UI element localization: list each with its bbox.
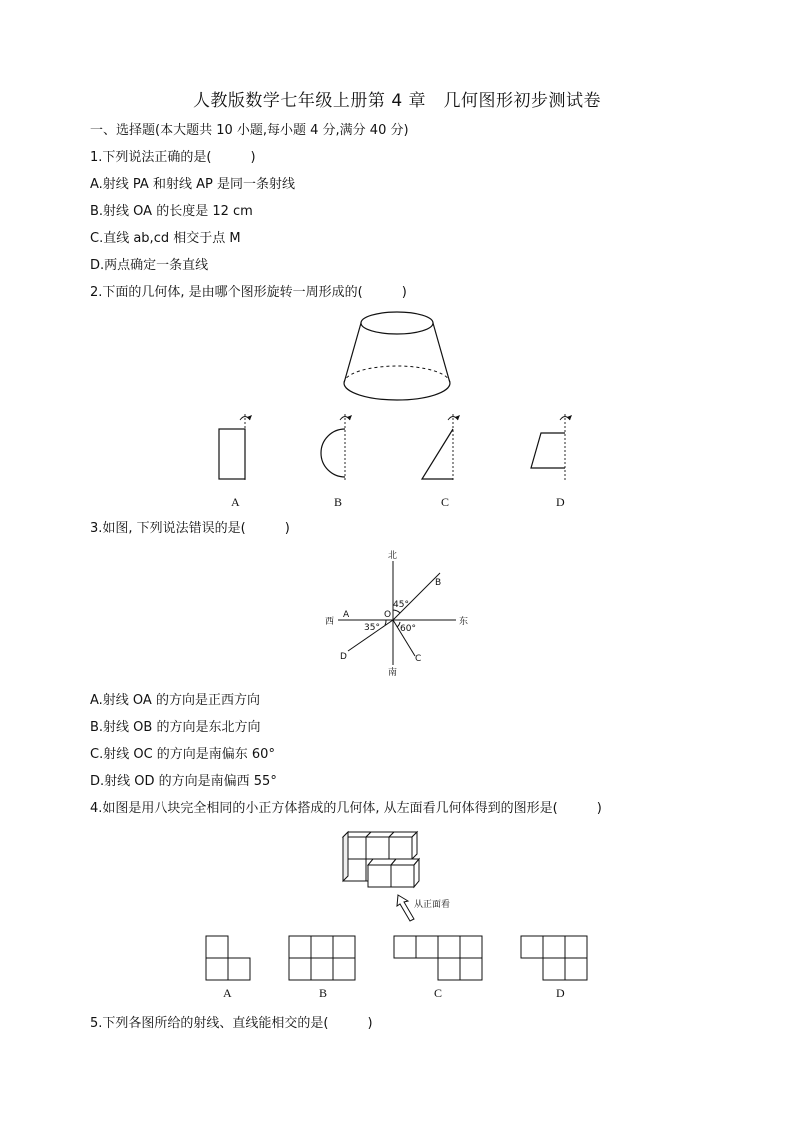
compass-ray-d-label: D [340,652,347,662]
section-heading: 一、选择题(本大题共 10 小题,每小题 4 分,满分 40 分) [90,123,409,138]
question-1-stem: 1.下列说法正确的是( ) [90,150,256,165]
q4-choice-d-figure [520,935,592,985]
question-3-option-a: A.射线 OA 的方向是正西方向 [90,693,260,708]
q2-choice-d-label: D [556,495,565,509]
q4-choice-b-label: B [319,986,328,1000]
question-1-option-b: B.射线 OA 的长度是 12 cm [90,204,253,219]
question-1-option-d: D.两点确定一条直线 [90,258,209,273]
compass-ray-a-label: A [343,610,350,620]
view-direction-label: 从正面看 [414,900,451,910]
question-3-stem: 3.如图, 下列说法错误的是( ) [90,521,290,536]
compass-east-label: 东 [459,617,469,627]
question-3-option-b: B.射线 OB 的方向是东北方向 [90,720,261,735]
q2-choice-d-figure [525,410,580,490]
compass-angle-d: 35° [364,623,380,633]
question-4-stem: 4.如图是用八块完全相同的小正方体搭成的几何体, 从左面看几何体得到的图形是( ) [90,801,602,816]
page-title: 人教版数学七年级上册第 4 章 几何图形初步测试卷 [192,91,602,111]
question-2-stem: 2.下面的几何体, 是由哪个图形旋转一周形成的( ) [90,285,407,300]
q4-choice-a-label: A [223,986,232,1000]
q4-choice-c-figure [393,935,487,985]
question-3-option-d: D.射线 OD 的方向是南偏西 55° [90,774,277,789]
q4-choice-c-label: C [434,986,443,1000]
cube-stack-figure [336,825,466,925]
compass-angle-b: 45° [393,600,409,610]
compass-point-o: O [384,610,392,620]
question-5-stem: 5.下列各图所给的射线、直线能相交的是( ) [90,1016,373,1031]
compass-south-label: 南 [388,668,398,678]
question-1-option-a: A.射线 PA 和射线 AP 是同一条射线 [90,177,295,192]
compass-north-label: 北 [388,551,398,561]
question-1-option-c: C.直线 ab,cd 相交于点 M [90,231,241,246]
q2-choice-b-figure [318,410,368,490]
question-3-option-c: C.射线 OC 的方向是南偏东 60° [90,747,275,762]
q4-choice-a-figure [205,935,255,985]
q2-choice-c-label: C [441,495,450,509]
compass-figure [320,547,480,679]
q2-choice-c-figure [415,410,470,490]
q4-choice-d-label: D [556,986,565,1000]
compass-ray-b-label: B [435,578,442,588]
compass-ray-c-label: C [415,654,422,664]
compass-angle-c: 60° [400,624,416,634]
q2-choice-a-figure [212,410,262,490]
q2-choice-a-label: A [231,495,240,509]
q2-choice-b-label: B [334,495,343,509]
frustum-figure [330,305,470,410]
q4-choice-b-figure [288,935,360,985]
compass-west-label: 西 [325,617,335,627]
